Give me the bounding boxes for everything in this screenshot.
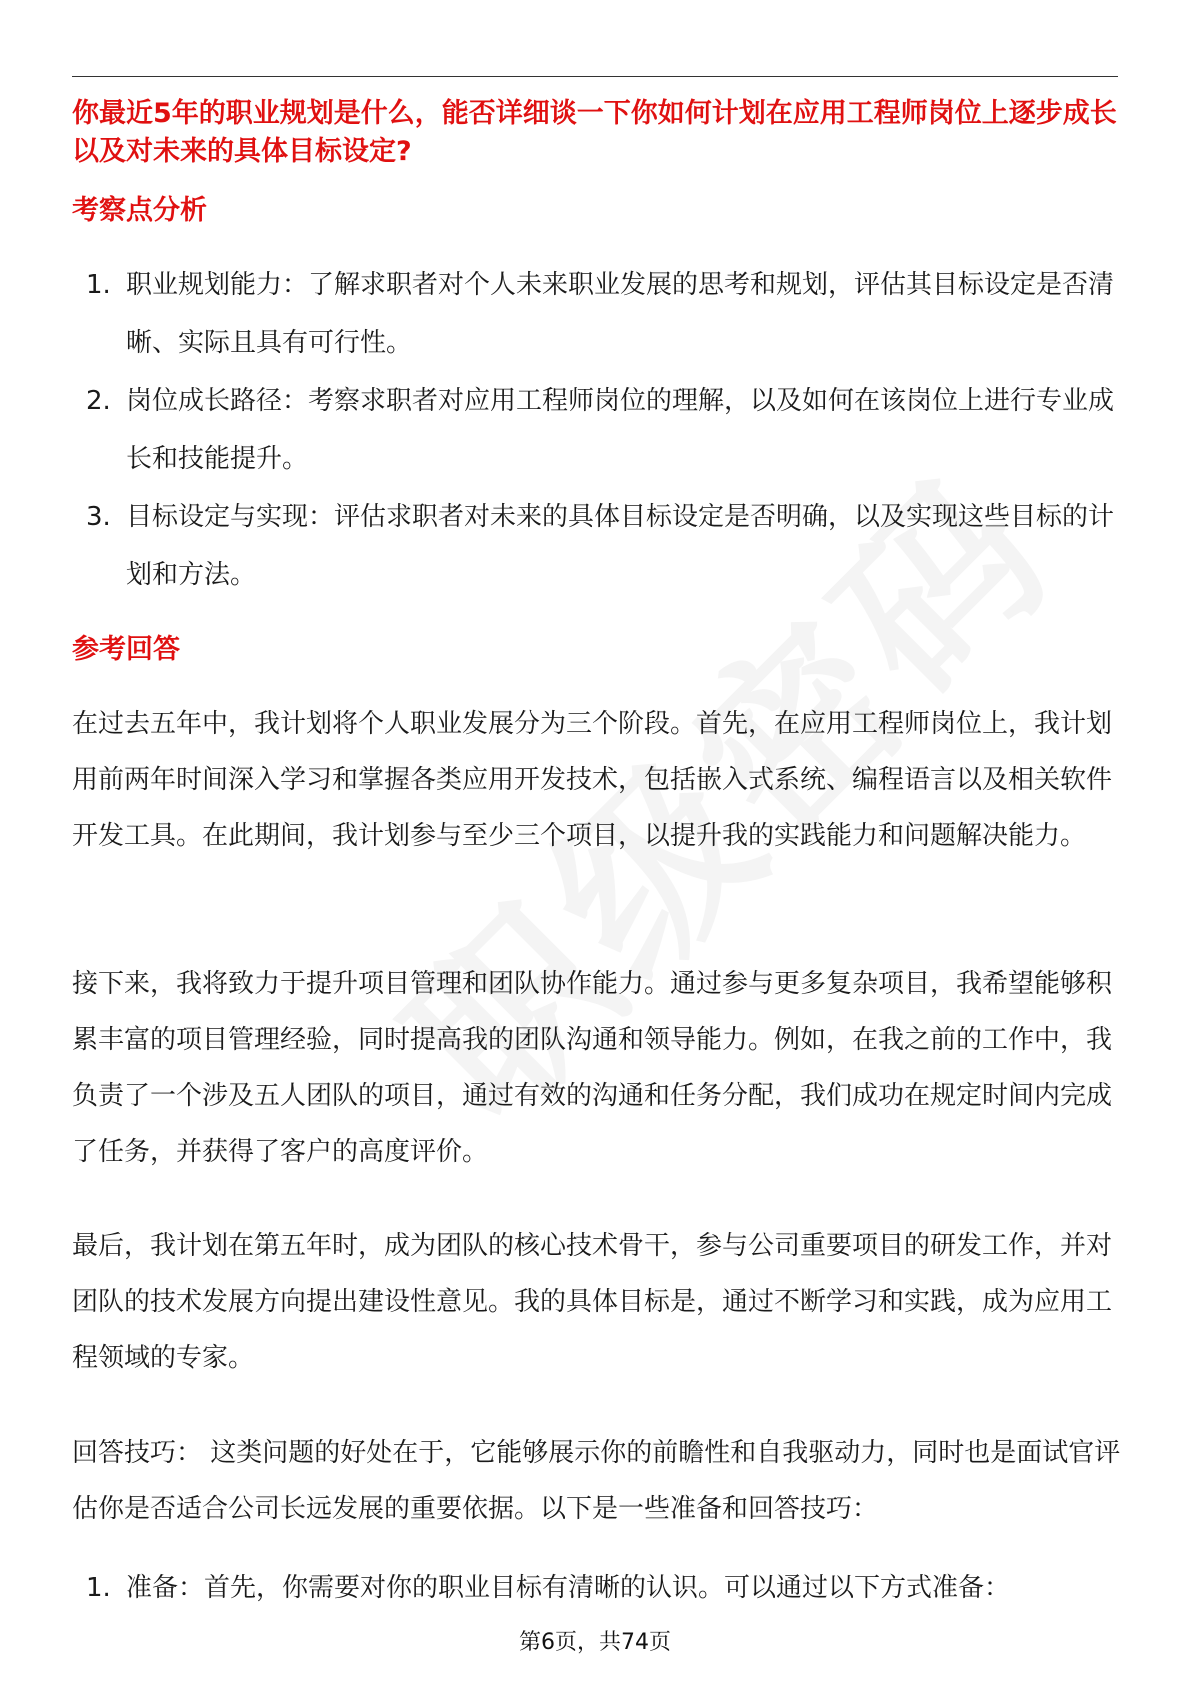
list-number: 3.	[86, 502, 111, 532]
list-item-text: 准备：首先，你需要对你的职业目标有清晰的认识。可以通过以下方式准备：	[126, 1573, 1011, 1603]
list-item-text: 职业规划能力：了解求职者对个人未来职业发展的思考和规划，评估其目标设定是否清晰、实际且具有可行性。	[126, 270, 1115, 358]
list-number: 2.	[86, 386, 111, 416]
answer-heading: 参考回答	[72, 634, 180, 665]
list-item	[72, 256, 1122, 372]
answer-paragraph: 最后，我计划在第五年时，成为团队的核心技术骨干，参与公司重要项目的研发工作，并对团队的技术发展方向提出建设性意见。我的具体目标是，通过不断学习和实践，成为应用工程领域的专家。	[72, 1231, 1113, 1373]
tips-paragraph: 回答技巧： 这类问题的好处在于，它能够展示你的前瞻性和自我驱动力，同时也是面试官评估你是否适合公司长远发展的重要依据。以下是一些准备和回答技巧：	[72, 1438, 1121, 1524]
list-item	[72, 372, 1122, 488]
tip-list-item	[72, 1560, 1122, 1616]
top-divider	[72, 76, 1118, 77]
question-title: 你最近5年的职业规划是什么，能否详细谈一下你如何计划在应用工程师岗位上逐步成长以及对未来的具体目标设定?	[72, 98, 1117, 167]
answer-paragraph: 接下来，我将致力于提升项目管理和团队协作能力。通过参与更多复杂项目，我希望能够积累丰富的项目管理经验，同时提高我的团队沟通和领导能力。例如，在我之前的工作中，我负责了一个涉及五人团队的项目，通过有效的沟通和任务分配，我们成功在规定时间内完成了任务，并获得了客户的高度评价。	[72, 969, 1113, 1167]
list-item	[72, 488, 1122, 604]
list-number: 1.	[86, 270, 111, 300]
list-item-text: 岗位成长路径：考察求职者对应用工程师岗位的理解，以及如何在该岗位上进行专业成长和技能提升。	[126, 386, 1115, 474]
analysis-heading: 考察点分析	[72, 195, 207, 226]
analysis-list	[72, 256, 1122, 604]
page-footer: 第6页，共74页	[519, 1630, 671, 1655]
list-item-text: 目标设定与实现：评估求职者对未来的具体目标设定是否明确，以及实现这些目标的计划和方法。	[126, 502, 1115, 590]
list-number: 1.	[86, 1573, 111, 1603]
answer-paragraph: 在过去五年中，我计划将个人职业发展分为三个阶段。首先，在应用工程师岗位上，我计划用前两年时间深入学习和掌握各类应用开发技术，包括嵌入式系统、编程语言以及相关软件开发工具。在此期间，我计划参与至少三个项目，以提升我的实践能力和问题解决能力。	[72, 709, 1113, 851]
